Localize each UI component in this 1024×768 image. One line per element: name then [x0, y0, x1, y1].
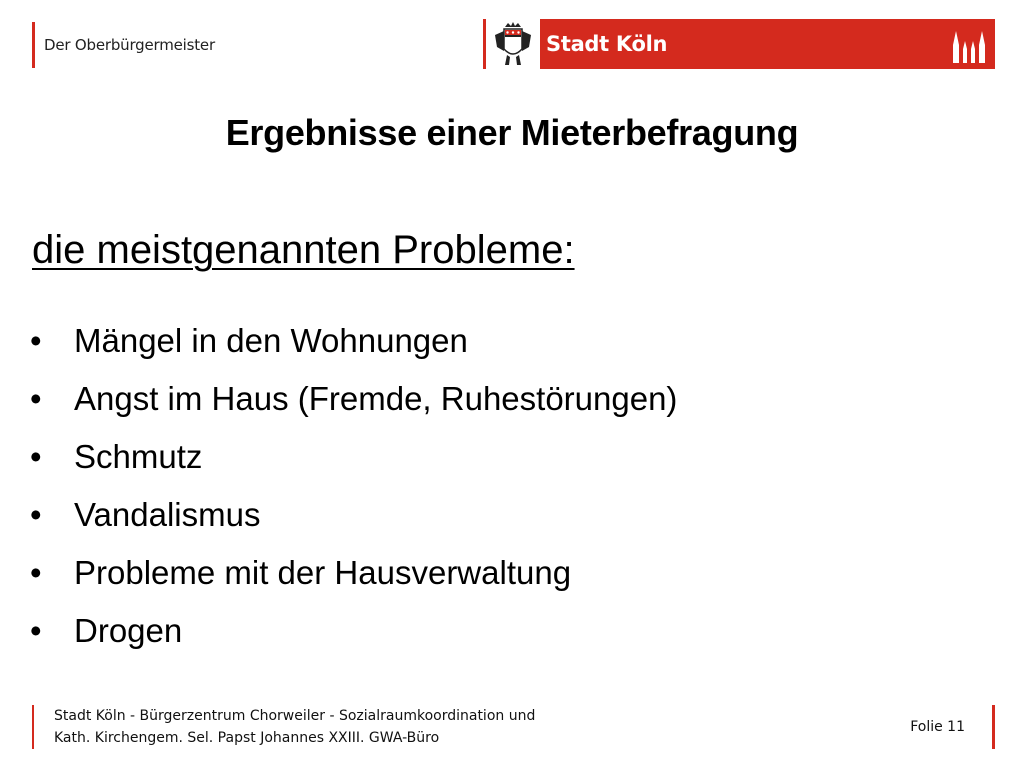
footer-left-divider	[32, 705, 34, 749]
org-label: Der Oberbürgermeister	[44, 36, 215, 54]
list-item	[30, 602, 677, 660]
slide-number: Folie 11	[910, 719, 965, 735]
list-item	[30, 370, 677, 428]
cologne-coat-of-arms-icon	[486, 19, 540, 69]
slide-title: Ergebnisse einer Mieterbefragung	[225, 112, 799, 153]
list-item	[30, 428, 677, 486]
bullet-icon: •	[30, 438, 42, 475]
list-item-text: Angst im Haus (Fremde, Ruhestörungen)	[74, 380, 678, 417]
header-left-divider	[32, 22, 35, 68]
logo-text: Stadt Köln	[546, 32, 668, 56]
header-org	[32, 22, 215, 68]
list-item	[30, 544, 677, 602]
footer-line-1: Stadt Köln - Bürgerzentrum Chorweiler - Sozialraumkoordination und	[54, 708, 536, 724]
footer-right-divider	[992, 705, 995, 749]
footer-slide-number	[880, 705, 995, 749]
list-item	[30, 312, 677, 370]
problem-list	[30, 312, 677, 660]
bullet-icon: •	[30, 496, 42, 533]
list-item-text: Schmutz	[74, 438, 203, 475]
footer-line-2: Kath. Kirchengem. Sel. Papst Johannes XXIII. GWA-Büro	[54, 730, 440, 746]
bullet-icon: •	[30, 322, 42, 359]
list-item	[30, 486, 677, 544]
bullet-icon: •	[30, 554, 42, 591]
list-item-text: Mängel in den Wohnungen	[74, 322, 468, 359]
slide-subtitle: die meistgenannten Probleme:	[32, 228, 575, 272]
stadt-koeln-logo	[483, 19, 995, 69]
list-item-text: Drogen	[74, 612, 183, 649]
footer-text	[54, 705, 535, 749]
cologne-cathedral-icon	[951, 27, 989, 63]
list-item-text: Vandalismus	[74, 496, 261, 533]
bullet-icon: •	[30, 612, 42, 649]
list-item-text: Probleme mit der Hausverwaltung	[74, 554, 572, 591]
logo-red-band	[540, 19, 995, 69]
bullet-icon: •	[30, 380, 42, 417]
footer-source	[32, 705, 535, 749]
